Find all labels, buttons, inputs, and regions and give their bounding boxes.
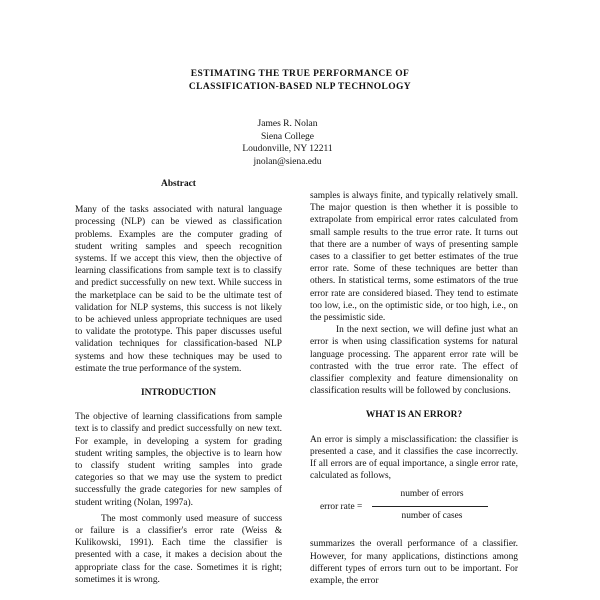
intro-paragraph-2: The most commonly used measure of success or failure is a classifier's error rate (Weiss & Kulikowski, 1991). Each time the classifier is presented with a case, it makes a decision about the appropriate class for the case. Sometimes it is right; sometimes it is wrong. [75, 513, 282, 585]
right-paragraph-1: samples is always finite, and typically relatively small. The major question is then whether it is possible to extrapolate from empirical error rates calculated from small sample results to the true error rate. It turns out that there are a number of ways of presenting sample cases to a classifier to get better estimates of the true error rate. Some of these techniques are better than others. In statistical terms, some estimators of the true error rate are considered biased. They tend to estimate too low, i.e., on the optimistic side, or too high, i.e., on the pessimistic side. [310, 191, 518, 324]
author-name: James R. Nolan [257, 119, 318, 129]
error-paragraph: An error is simply a misclassification: the classifier is presented a case, and it classifies the case incorrectly. If all errors are of equal importance, a single error rate, calculated as follows, [310, 434, 518, 482]
error-rate-formula [310, 488, 518, 528]
formula-lhs: error rate = [320, 502, 363, 513]
title-line-1: ESTIMATING THE TRUE PERFORMANCE OF [190, 69, 410, 79]
error-heading: WHAT IS AN ERROR? [365, 410, 463, 421]
title-line-2: CLASSIFICATION-BASED NLP TECHNOLOGY [188, 82, 412, 92]
abstract-text: Many of the tasks associated with natural language processing (NLP) can be viewed as classification problems. Examples are the computer grading of student writing samples and speech recognition systems. If we accept this view, then the objective of learning classifications from sample text is to classify and predict successfully on new text. While success in the marketplace can be said to be the ultimate test of validation for NLP systems, this success is not likely to be achieved unless appropriate techniques are used to validate the prototype. This paper discusses useful validation techniques for classification-based NLP systems and how these techniques may be used to estimate the true performance of the system. [75, 205, 282, 374]
formula-denominator: number of cases [401, 511, 463, 522]
author-block [0, 118, 575, 168]
right-paragraph-2: In the next section, we will define just what an error is when using classification systems for natural language processing. The apparent error rate will be contrasted with the true error rate. The effect of classifier complexity and feature dimensionality on classification results will be followed by conclusions. [310, 325, 518, 397]
author-location: Loudonville, NY 12211 [242, 144, 333, 154]
author-email: jnolan@siena.edu [253, 156, 322, 167]
paper-title [0, 68, 600, 94]
introduction-heading: INTRODUCTION [140, 388, 216, 399]
intro-paragraph-1: The objective of learning classifications from sample text is to classify and predict successfully on new text. For example, in developing a system for grading student writing samples, the objective is to learn how to classify student writing samples into grade categories so that we may use the system to predict successfully the grade categories for new samples of student writing (Nolan, 1997a). [75, 412, 282, 508]
left-column [75, 178, 282, 586]
formula-numerator: number of errors [400, 489, 464, 500]
summary-paragraph: summarizes the overall performance of a classifier. However, for many applications, distinctions among different types of errors turn out to be important. For example, the error [310, 539, 518, 587]
formula-fraction-bar [372, 506, 488, 507]
author-affiliation: Siena College [260, 131, 315, 142]
right-column [310, 190, 518, 587]
abstract-heading: Abstract [161, 179, 196, 189]
